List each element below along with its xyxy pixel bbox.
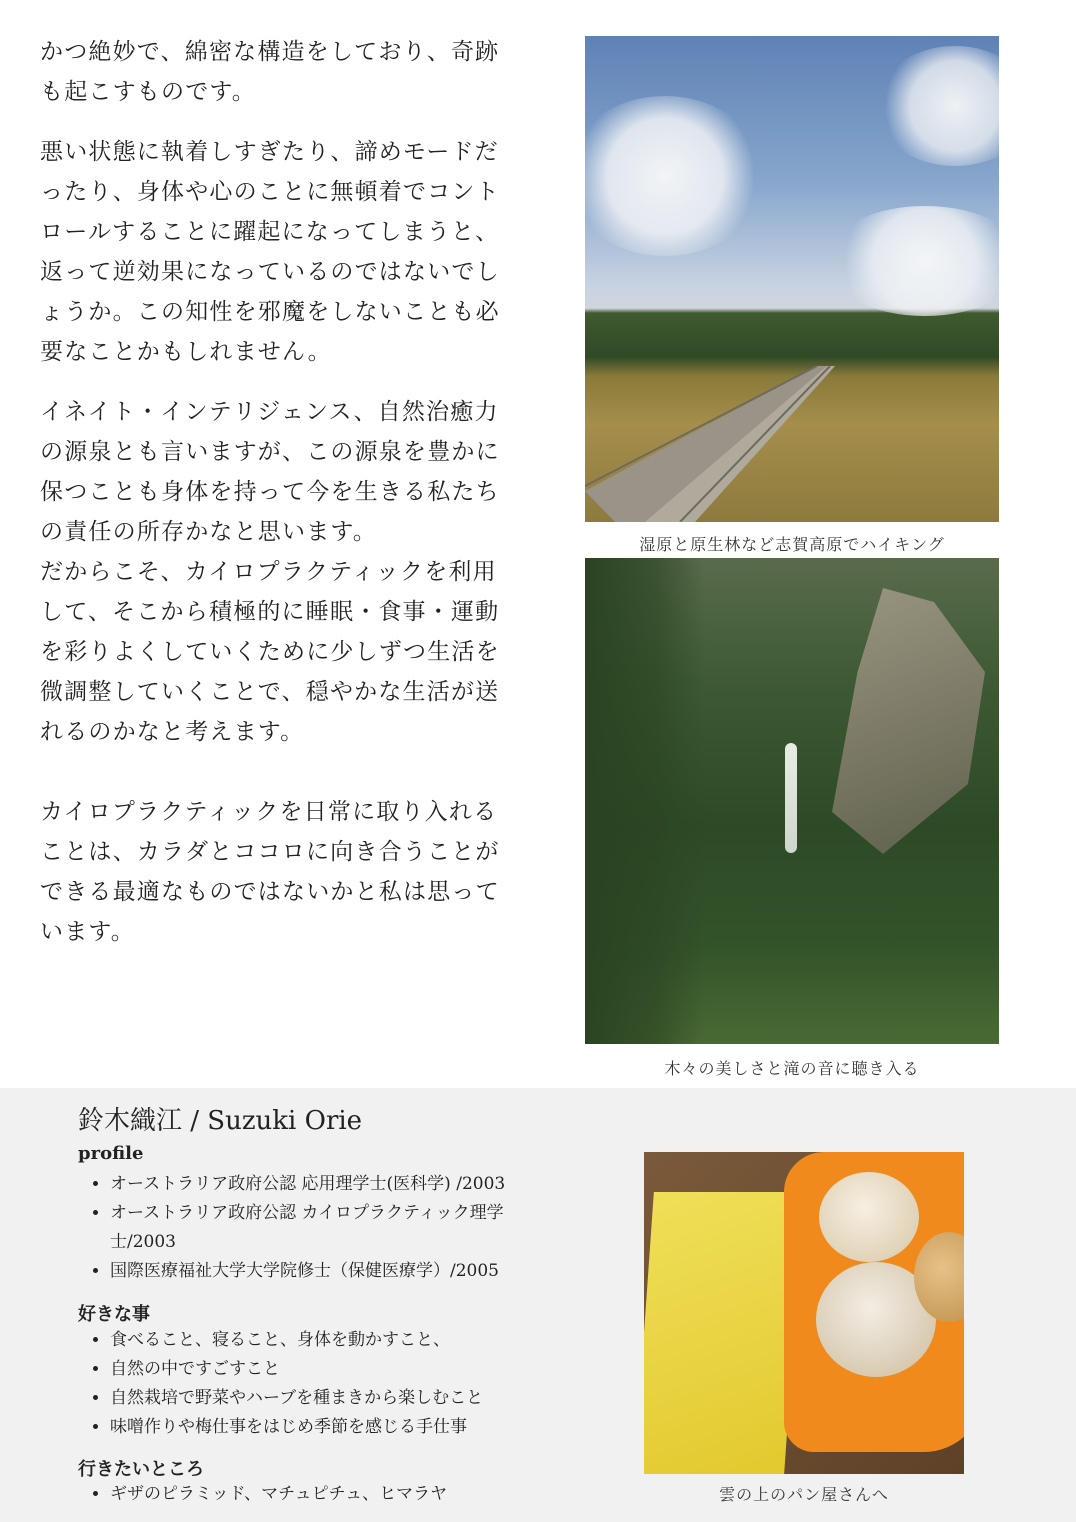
essay-text xyxy=(40,32,510,952)
profile-list xyxy=(84,1170,550,1286)
essay-paragraph-2: 悪い状態に執着しすぎたり、諦めモードだったり、身体や心のことに無頓着でコントロールすることに躍起になってしまうと、返って逆効果になっているのではないでしょうか。この知性を邪魔をしないことも必要なことかもしれません。 xyxy=(40,139,500,365)
essay-paragraph-3b: だからこそ、カイロプラクティックを利用して、そこから積極的に睡眠・食事・運動を彩りよくしていくために少しずつ生活を微調整していくことで、穏やかな生活が送れるのかなと考えます。 xyxy=(40,559,500,745)
gorge-photo xyxy=(585,558,999,1044)
list-item: • 味噌作りや梅仕事をはじめ季節を感じる手仕事 xyxy=(110,1413,550,1442)
photo1-caption: 湿原と原生林など志賀高原でハイキング xyxy=(639,535,945,554)
likes-heading: 好きな事 xyxy=(78,1304,150,1325)
bread-photo xyxy=(644,1152,964,1474)
tree xyxy=(585,558,705,1044)
cliff xyxy=(815,588,985,868)
boardwalk xyxy=(585,36,999,522)
list-item: • ギザのピラミッド、マチュピチュ、ヒマラヤ xyxy=(110,1480,550,1509)
photo2-caption: 木々の美しさと滝の音に聴き入る xyxy=(664,1059,920,1078)
list-item: • オーストラリア政府公認 カイロプラクティック理学士/2003 xyxy=(110,1199,550,1257)
list-item: • 国際医療福祉大学大学院修士（保健医療学）/2005 xyxy=(110,1257,550,1286)
list-item: • 自然栽培で野菜やハーブを種まきから楽しむこと xyxy=(110,1384,550,1413)
travel-list xyxy=(84,1480,550,1509)
essay-paragraph-3: イネイト・インテリジェンス、自然治癒力の源泉とも言いますが、この源泉を豊かに保つことも身体を持って今を生きる私たちの責任の所存かなと思います。 xyxy=(40,399,500,545)
profile-heading: profile xyxy=(78,1143,144,1164)
likes-list xyxy=(84,1326,550,1442)
bun xyxy=(819,1172,919,1262)
wetland-photo xyxy=(585,36,999,522)
essay-paragraph-4: カイロプラクティックを日常に取り入れることは、カラダとココロに向き合うことができる最適なものではないかと私は思っています。 xyxy=(40,799,500,945)
author-name: 鈴木織江 / Suzuki Orie xyxy=(78,1106,363,1136)
list-item: • オーストラリア政府公認 応用理学士(医科学) /2003 xyxy=(110,1170,550,1199)
waterfall xyxy=(785,743,797,853)
photo3-caption: 雲の上のパン屋さんへ xyxy=(719,1485,889,1504)
essay-paragraph-1: かつ絶妙で、綿密な構造をしており、奇跡も起こすものです。 xyxy=(40,39,500,105)
bag xyxy=(644,1192,804,1474)
list-item: • 食べること、寝ること、身体を動かすこと、 xyxy=(110,1326,550,1355)
travel-heading: 行きたいところ xyxy=(78,1459,204,1480)
list-item: • 自然の中ですごすこと xyxy=(110,1355,550,1384)
